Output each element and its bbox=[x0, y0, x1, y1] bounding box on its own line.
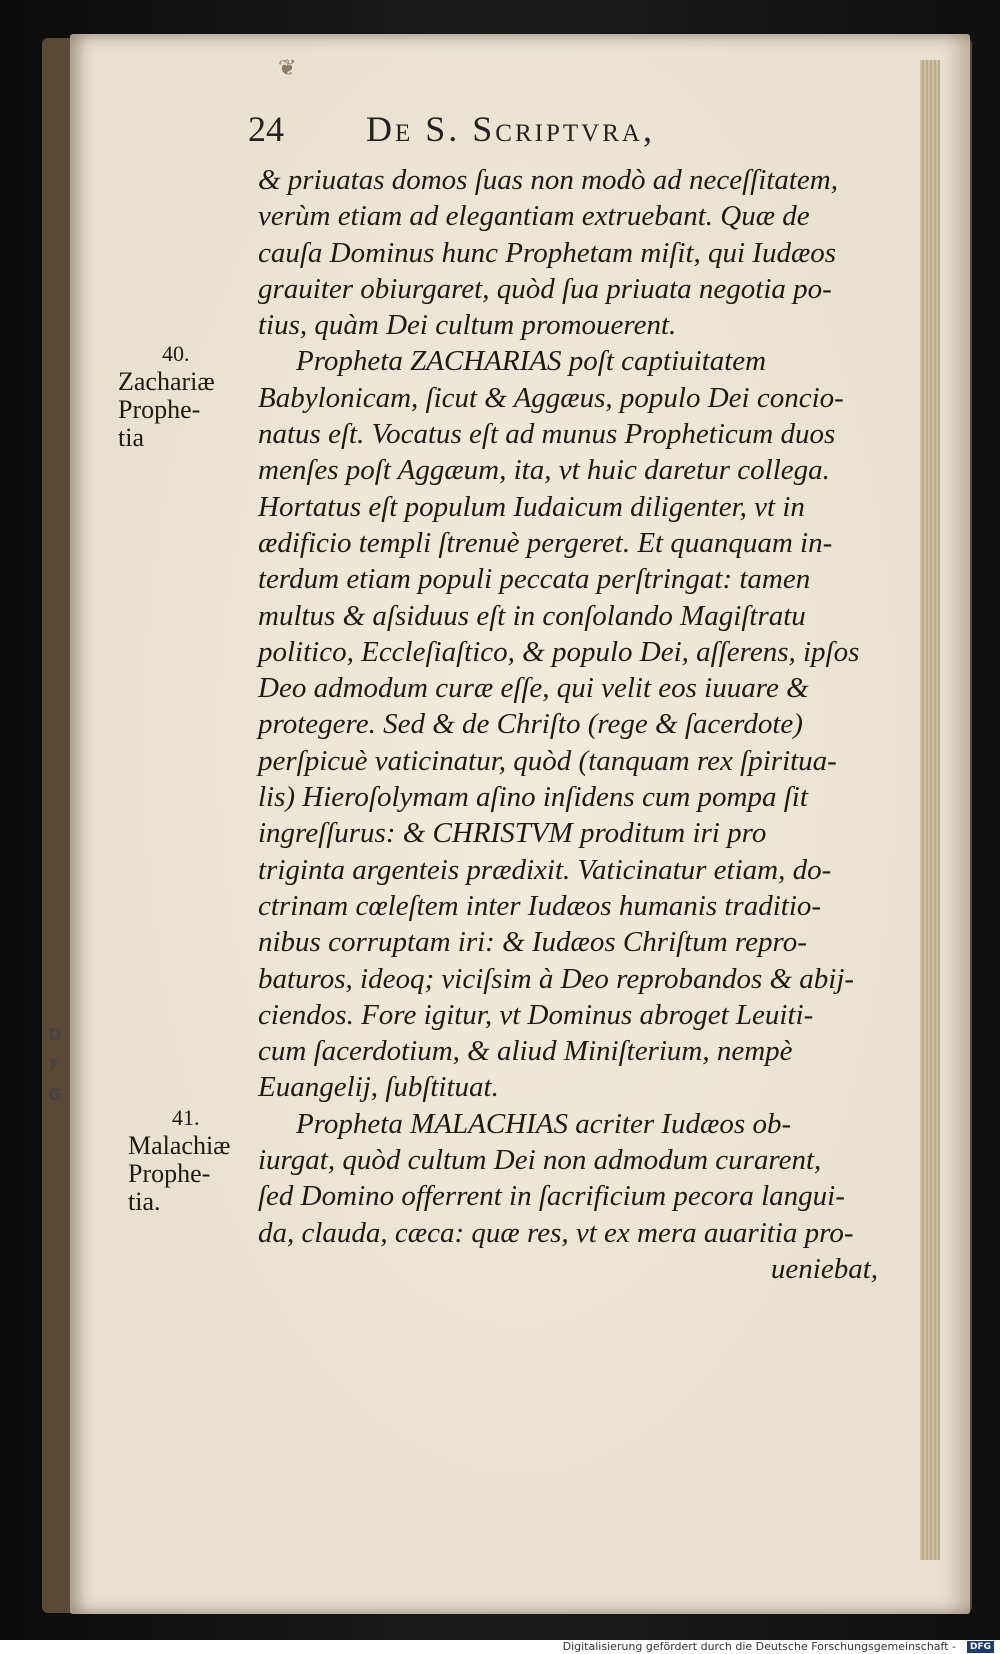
text-line: nibus corruptam iri: & Iudæos Chriſtum repro- bbox=[258, 926, 807, 959]
margin-note-number: 40. bbox=[162, 341, 190, 366]
margin-note-line: Prophe- bbox=[118, 395, 201, 424]
running-head: De S. Scriptvra, bbox=[366, 109, 655, 149]
text-line: Babylonicam, ſicut & Aggæus, populo Dei concio- bbox=[258, 381, 844, 414]
margin-note-41 bbox=[128, 1104, 231, 1216]
margin-note-line: tia bbox=[118, 423, 144, 452]
text-line: baturos, ideoq; viciſsim à Deo reprobandos & abij- bbox=[258, 962, 855, 995]
margin-note-40 bbox=[118, 340, 215, 452]
page-header bbox=[248, 108, 868, 158]
spine-letter: G bbox=[48, 1085, 62, 1104]
text-line: cum ſacerdotium, & aliud Miniſterium, nempè bbox=[258, 1035, 793, 1068]
footer-bar bbox=[0, 1640, 1000, 1654]
text-line: Euangelij, ſubſtituat. bbox=[258, 1071, 499, 1104]
margin-note-number: 41. bbox=[172, 1105, 200, 1130]
text-line: iurgat, quòd cultum Dei non admodum curarent, bbox=[258, 1144, 822, 1177]
ornament-icon: ❦ bbox=[278, 56, 297, 81]
text-line: tius, quàm Dei cultum promouerent. bbox=[258, 309, 677, 342]
margin-note-line: tia. bbox=[128, 1187, 161, 1216]
text-line: & priuatas domos ſuas non modò ad neceſſitatem, bbox=[258, 164, 838, 196]
text-line: Deo admodum curæ eſſe, qui velit eos iuuare & bbox=[258, 672, 809, 705]
text-line: lis) Hieroſolymam aſino inſidens cum pompa ſit bbox=[258, 781, 808, 814]
text-line: natus eſt. Vocatus eſt ad munus Propheticum duos bbox=[258, 418, 836, 451]
catchword: ueniebat, bbox=[770, 1252, 878, 1285]
text-line: multus & aſsiduus eſt in conſolando Magiſtratu bbox=[258, 599, 806, 632]
text-line: menſes poſt Aggæum, ita, vt huic daretur collega. bbox=[258, 454, 830, 487]
text-line: cauſa Dominus hunc Prophetam miſit, qui Iudæos bbox=[258, 236, 837, 269]
spine-label bbox=[46, 1020, 64, 1110]
text-line: protegere. Sed & de Chriſto (rege & ſacerdote) bbox=[258, 708, 803, 741]
text-line: Propheta ZACHARIAS poſt captiuitatem bbox=[296, 345, 767, 378]
text-line: verùm etiam ad elegantiam extruebant. Quæ de bbox=[258, 200, 810, 233]
text-line: ingreſſurus: & CHRISTVM proditum iri pro bbox=[258, 817, 767, 850]
body-text bbox=[258, 162, 878, 1287]
funding-credit: Digitalisierung gefördert durch die Deutsche Forschungsgemeinschaft - bbox=[562, 1640, 956, 1653]
text-line: triginta argenteis prædixit. Vaticinatur etiam, do- bbox=[258, 853, 832, 886]
text-line: terdum etiam populi peccata perſtringat: tamen bbox=[258, 563, 811, 596]
margin-note-line: Malachiæ bbox=[128, 1131, 231, 1160]
page-number: 24 bbox=[248, 109, 284, 149]
text-line: da, clauda, cæca: quæ res, vt ex mera auaritia pro- bbox=[258, 1216, 854, 1249]
page-stack-edge bbox=[920, 60, 940, 1560]
text-line: Propheta MALACHIAS acriter Iudæos ob- bbox=[296, 1107, 792, 1140]
text-line: politico, Eccleſiaſtico, & populo Dei, aſſerens, ipſos bbox=[258, 635, 860, 668]
spine-letter: F bbox=[49, 1055, 61, 1074]
text-line: grauiter obiurgaret, quòd ſua priuata negotia po- bbox=[258, 272, 832, 305]
margin-note-line: Zachariæ bbox=[118, 367, 215, 396]
margin-note-line: Prophe- bbox=[128, 1159, 211, 1188]
spine-letter: D bbox=[48, 1025, 62, 1044]
text-line: Hortatus eſt populum Iudaicum diligenter, vt in bbox=[258, 490, 805, 523]
dfg-logo: DFG bbox=[967, 1641, 994, 1653]
text-line: ædificio templi ſtrenuè pergeret. Et quanquam in- bbox=[258, 526, 833, 559]
text-line: ſed Domino offerrent in ſacrificium pecora langui- bbox=[258, 1180, 845, 1213]
text-line: ciendos. Fore igitur, vt Dominus abroget Leuiti- bbox=[258, 998, 814, 1031]
text-line: perſpicuè vaticinatur, quòd (tanquam rex ſpiritua- bbox=[258, 744, 837, 777]
text-line: ctrinam cœleſtem inter Iudæos humanis traditio- bbox=[258, 889, 822, 922]
